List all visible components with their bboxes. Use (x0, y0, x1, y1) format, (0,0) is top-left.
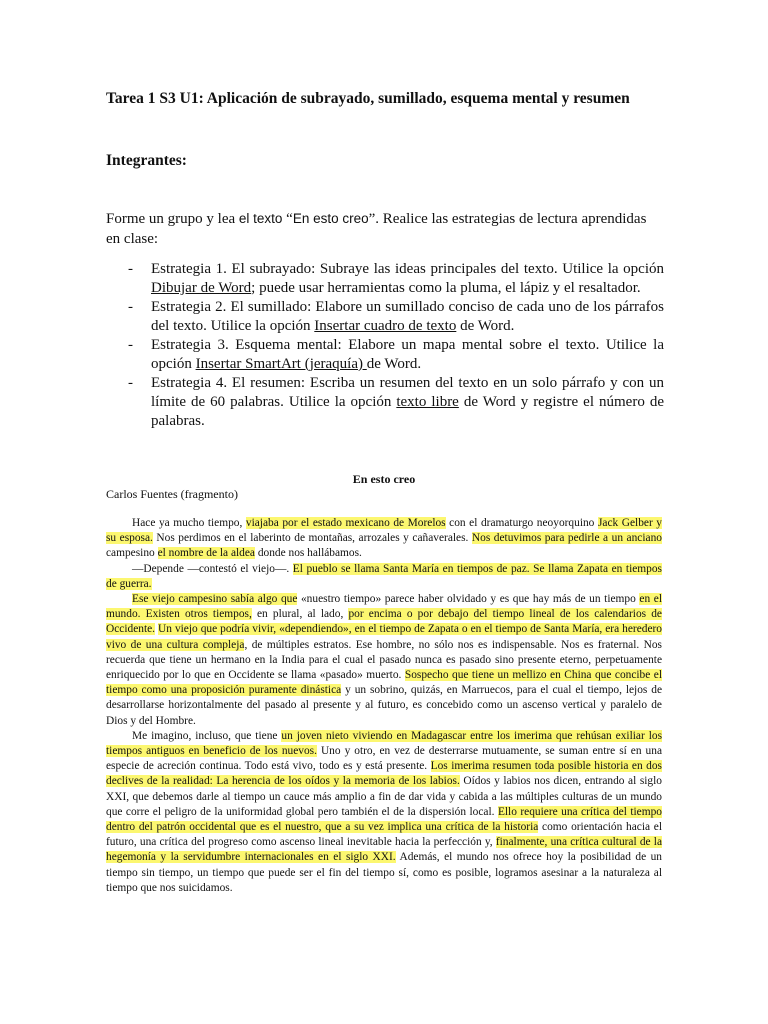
essay-paragraph-2 (106, 562, 662, 592)
essay-text: Nos perdimos en el laberinto de montañas, arrozales y cañaverales. (152, 532, 472, 545)
strategy-text: Estrategia 3. Esquema mental: Elabore un mapa mental sobre el texto. Utilice la opción (151, 337, 664, 372)
essay-body (106, 516, 662, 896)
essay-paragraph-1 (106, 516, 662, 562)
highlighted-text: Los imerima resumen toda posible historia en dos declives de la realidad: La herencia de los oídos y la memoria de los labios. (106, 760, 662, 788)
essay-text: Oídos y labios nos dicen, entrando al siglo XXI, que debemos darle al tiempo un cauce más amplio a fin de dar vida y cabida a las múltiples culturas de un mundo que corre el peligro de la uniformidad global pero también el de la dispersión local. (106, 775, 662, 818)
strategy-text: Estrategia 2. El sumillado: Elabore un sumillado conciso de cada uno de los párrafos del texto. Utilice la opción (151, 299, 664, 334)
essay-paragraph-3 (106, 592, 662, 729)
highlighted-text: el nombre de la aldea (157, 547, 255, 560)
highlighted-text: Un viejo que podría vivir, «dependiendo», en el tiempo de Zapata o en el tiempo de Santa María, era heredero vivo de una cultura compleja (106, 623, 662, 651)
essay-text: Uno y otro, en vez de desterrarse mutuamente, se suman entre sí en una especie de acreción continua. Todo está vivo, todo es y está presente. (106, 745, 663, 773)
strategy-text: de Word. (456, 318, 515, 334)
strategy-text: Estrategia 4. El resumen: Escriba un resumen del texto en un solo párrafo y con un límite de 60 palabras. Utilice la opción (151, 375, 664, 410)
strategy-option-link: Dibujar de Word (151, 280, 252, 296)
instructions-text-1: Forme un grupo y lea (106, 211, 239, 227)
highlighted-text: Nos detuvimos para pedirle a un anciano (471, 532, 662, 545)
integrantes-label: Integrantes: (106, 152, 187, 169)
highlighted-text: Jack Gelber y su esposa. (106, 517, 662, 545)
highlighted-text: Sospecho que tiene un mellizo en China que concibe el tiempo como una proposición puramente dinástica (106, 669, 663, 697)
essay-text: como orientación hacia el futuro, una crítica del progreso como ascenso lineal inevitable hacia la perfección y, (106, 821, 662, 849)
essay-text: con el dramaturgo neoyorquino (445, 517, 598, 529)
highlighted-text: por encima o por debajo del tiempo lineal de los calendarios de Occidente. (106, 608, 662, 636)
highlighted-text: en el mundo. Existen otros tiempos, (106, 593, 662, 621)
essay-paragraph-4 (106, 729, 662, 896)
essay-text: , de múltiples estratos. Ese hombre, no sólo nos es indispensable. Nos es fraternal. Nos recuerda que tiene un hermano en la India para el cual el pasado nunca es pasado sino presente eterno, perpetuamente enriquecido por lo que en Occidente se llama «pasado» muerto. (106, 638, 662, 682)
strategy-text: Estrategia 1. El subrayado: Subraye las ideas principales del texto. Utilice la opción (151, 261, 664, 277)
strategy-3 (106, 336, 664, 374)
document-title: Tarea 1 S3 U1: Aplicación de subrayado, sumillado, esquema mental y resumen (106, 90, 630, 107)
essay-text: —Depende —contestó el viejo—. (132, 562, 293, 575)
essay-text: Además, el mundo nos ofrece hoy la posibilidad de un tiempo sin tiempo, un tiempo que puede ser el fin del tiempo sí, como es posible, logramos asesinar a la naturaleza al tiempo que nos suicidamos. (106, 851, 662, 894)
highlighted-text: viajaba por el estado mexicano de Morelos (245, 517, 446, 529)
essay-text: «nuestro tiempo» parece haber olvidado y es que hay más de un tiempo (297, 593, 640, 606)
highlighted-text: Ese viejo campesino sabía algo que (132, 593, 298, 606)
instructions-text-5: ”. Realice las estrategias de lectura aprendidas en clase: (106, 211, 647, 247)
essay-reference: En esto creo (292, 211, 369, 226)
essay-title: En esto creo (352, 472, 416, 486)
essay-text: y un sobrino, quizás, en Marruecos, para el cual el tiempo, lejos de desarrollarse horizontalmente del pasado al presente y al futuro, es concebido como un ascenso vertical y paralelo de Dios y del Hombre. (106, 684, 662, 727)
highlighted-text: El pueblo se llama Santa María en tiempos de paz. Se llama Zapata en tiempos de guerra. (106, 562, 662, 590)
strategy-option-link: texto libre (396, 394, 459, 410)
highlighted-text: un joven nieto viviendo en Madagascar entre los imerima que rehúsan exiliar los tiempos antiguos en beneficio de los nuevos. (106, 729, 662, 758)
strategy-option-link: Insertar SmartArt (jeraquía) (195, 356, 367, 372)
essay-text: donde nos hallábamos. (254, 547, 362, 560)
strategy-text: de Word. (366, 356, 422, 372)
strategy-1 (106, 260, 664, 298)
essay-text: Hace ya mucho tiempo, (132, 517, 246, 529)
highlighted-text: Ello requiere una crítica del tiempo dentro del patrón occidental que es el nuestro, que a su vez implica una crítica de la historia (106, 805, 662, 834)
essay-author: Carlos Fuentes (fragmento) (106, 487, 238, 501)
essay-text: en plural, al lado, (251, 608, 349, 621)
strategy-text: de Word y registre el número de palabras. (151, 394, 664, 429)
essay-text: Me imagino, incluso, que tiene (132, 729, 282, 742)
instructions-paragraph (106, 209, 664, 249)
highlighted-text: finalmente, una crítica cultural de la hegemonía y la servidumbre internacionales en el siglo XXI. (106, 836, 662, 864)
instructions-text-link: el texto (238, 211, 283, 226)
strategy-4 (106, 374, 664, 431)
strategies-list (106, 260, 664, 431)
strategy-2 (106, 298, 664, 336)
essay-text: campesino (106, 547, 158, 560)
strategy-option-link: Insertar cuadro de texto (314, 318, 457, 334)
instructions-text-3: “ (282, 211, 293, 227)
strategy-text: ; puede usar herramientas como la pluma, el lápiz y el resaltador. (251, 280, 641, 296)
